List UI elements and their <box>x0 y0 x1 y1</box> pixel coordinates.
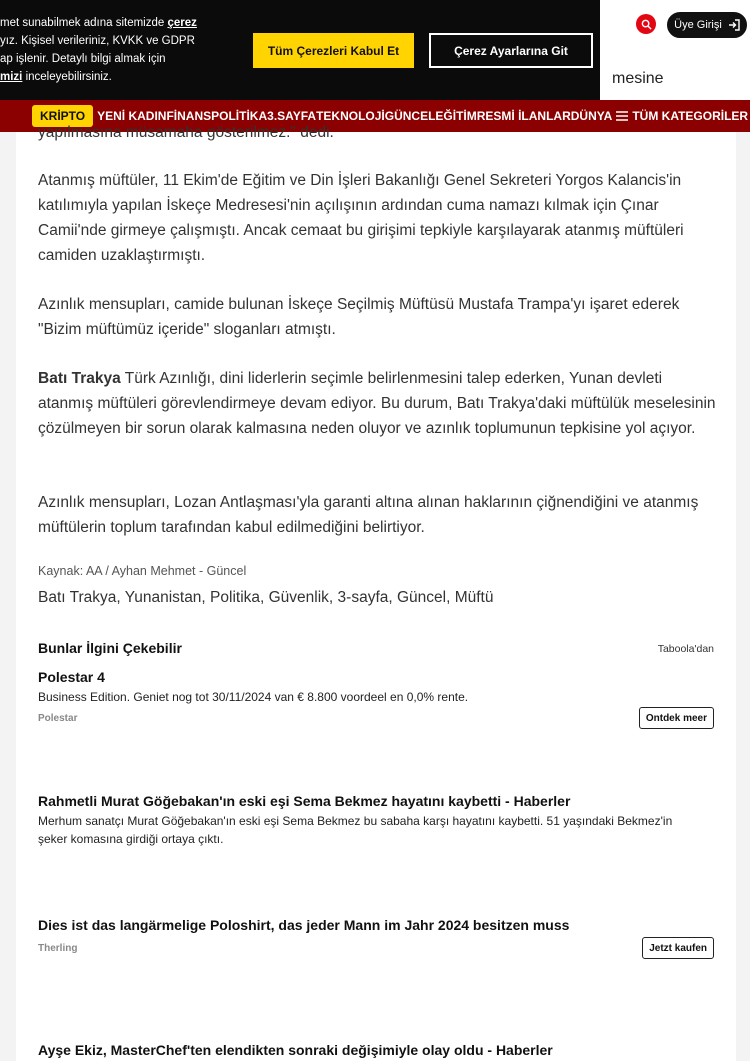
rec-cta-button[interactable]: Ontdek meer <box>639 707 714 729</box>
article-paragraph: Atanmış müftüler, 11 Ekim'de Eğitim ve Din İşleri Bakanlığı Genel Sekreteri Yorgos Kalancis'in katılımıyla yapılan İskeçe Medresesi'nin açılışının ardından cuma namazı kılmak için Çınar Camii'nde girmeye çalışmıştı. Ancak cemaat bu girişimi tepkiyle karşılayarak atanmış müftüleri camiden uzaklaştırmıştı. <box>38 172 684 264</box>
login-button[interactable] <box>666 11 748 39</box>
article-paragraph <box>38 366 718 441</box>
accept-all-cookies-button[interactable]: Tüm Çerezleri Kabul Et <box>253 33 414 68</box>
search-button[interactable] <box>636 14 656 34</box>
nav-item[interactable]: DÜNYA <box>570 109 613 123</box>
cookie-line: yız. Kişisel verileriniz, KVKK ve GDPR <box>0 35 195 47</box>
all-categories-label: TÜM KATEGORİLER <box>632 109 749 123</box>
nav-item[interactable]: YENİ KADIN <box>97 109 167 123</box>
rec-description[interactable]: Business Edition. Geniet nog tot 30/11/2024 van € 8.800 voordeel en 0,0% rente. <box>38 690 469 704</box>
nav-item[interactable]: FİNANS <box>166 109 212 123</box>
rec-brand[interactable]: Therling <box>38 943 78 954</box>
login-icon <box>728 19 740 31</box>
cookie-settings-button[interactable]: Çerez Ayarlarına Git <box>429 33 593 68</box>
article-source: Kaynak: AA / Ayhan Mehmet - Güncel <box>38 564 247 578</box>
article-paragraph: Azınlık mensupları, camide bulunan İskeçe Seçilmiş Müftüsü Mustafa Trampa'yı işaret ederek "Bizim müftümüz içeride" sloganları atmıştı. <box>38 296 680 338</box>
nav-item[interactable]: GÜNCEL <box>384 109 436 123</box>
search-icon <box>641 19 652 30</box>
nav-item[interactable]: RESMİ İLANLAR <box>476 109 571 123</box>
article-paragraph: yapılmasına müsamaha gösterilmez." dedi. <box>38 124 334 141</box>
article-paragraph: Azınlık mensupları, Lozan Antlaşması'yla garanti altına alınan haklarının çiğnendiğini ve atanmış müftülerin toplum tarafından kabul edilmediğini belirtiyor. <box>38 494 699 536</box>
rec-title[interactable]: Polestar 4 <box>38 669 105 685</box>
article-paragraph-text: Türk Azınlığı, dini liderlerin seçimle belirlenmesini talep ederken, Yunan devleti atanmış müftüleri görevlendirmeye devam ediyor. Bu durum, Batı Trakya'daki müftülük meselesinin çözülmeyen bir sorun olarak kalmasına neden oluyor ve azınlık toplumunun tepkisine yol açıyor. <box>38 370 716 437</box>
cookie-line: ap işlenir. Detaylı bilgi almak için <box>0 53 166 65</box>
taboola-attribution[interactable]: Taboola'dan <box>657 643 714 655</box>
rec-title[interactable]: Dies ist das langärmelige Poloshirt, das jeder Mann im Jahr 2024 besitzen muss <box>38 917 570 933</box>
nav-item[interactable]: TEKNOLOJİ <box>316 109 385 123</box>
article-content <box>16 124 736 1061</box>
cookie-text <box>0 14 230 86</box>
recommendations-header: Bunlar İlgini Çekebilir <box>38 640 182 656</box>
page-title-fragment: mesine <box>612 70 664 87</box>
rec-cta-button[interactable]: Jetzt kaufen <box>642 937 714 959</box>
rec-title[interactable]: Rahmetli Murat Göğebakan'ın eski eşi Sema Bekmez hayatını kaybetti - Haberler <box>38 793 571 809</box>
article-tags[interactable]: Batı Trakya, Yunanistan, Politika, Güvenlik, 3-sayfa, Güncel, Müftü <box>38 589 494 606</box>
login-label: Üye Girişi <box>674 19 722 31</box>
rec-description[interactable]: Merhum sanatçı Murat Göğebakan'ın eski eşi Sema Bekmez bu sabaha karşı hayatını kaybetti. 51 yaşındaki Bekmez'in şeker komasına girdiği ortaya çıktı. <box>38 814 673 846</box>
nav-badge-kripto[interactable]: KRİPTO <box>32 105 93 127</box>
rec-title[interactable]: Ayşe Ekiz, MasterChef'ten elendikten sonraki değişimiyle olay oldu - Haberler <box>38 1042 553 1058</box>
rec-brand[interactable]: Polestar <box>38 713 78 724</box>
cookie-line: inceleyebilirsiniz. <box>22 71 112 83</box>
menu-bar-fragment <box>617 22 635 28</box>
cookie-line: met sunabilmek adına sitemizde <box>0 17 168 29</box>
privacy-link[interactable]: mizi <box>0 71 23 83</box>
cookie-banner <box>0 0 600 100</box>
nav-item[interactable]: EĞİTİM <box>435 109 477 123</box>
cookie-policy-link[interactable]: çerez <box>167 17 197 29</box>
nav-item[interactable]: 3.SAYFA <box>267 109 317 123</box>
article-keyword: Batı Trakya <box>38 370 121 387</box>
nav-item[interactable]: POLİTİKA <box>211 109 268 123</box>
